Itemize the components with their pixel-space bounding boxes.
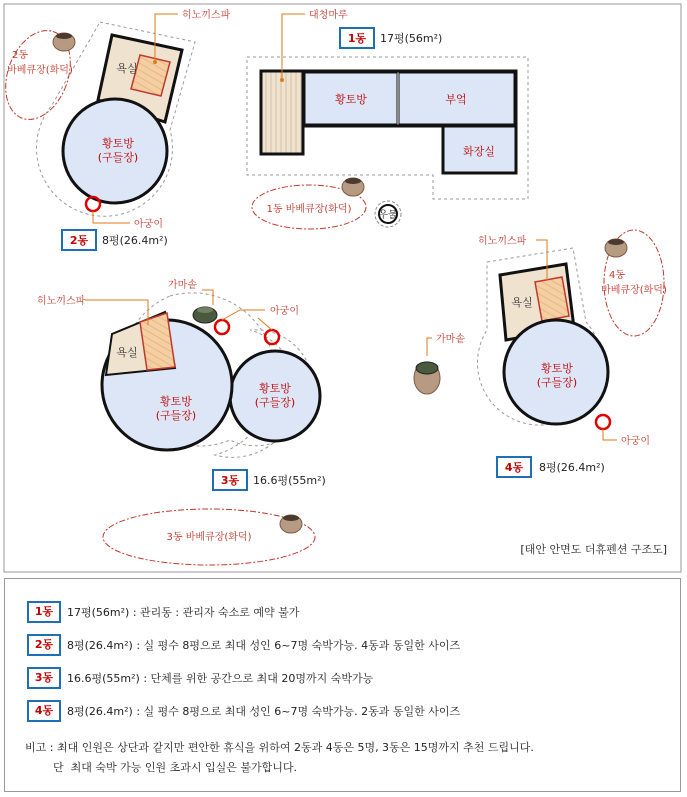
legend-text-1: 17평(56m²) : 관리동 : 관리자 숙소로 예약 불가 [67,606,300,619]
b3-gamasot-callout: 가마솥 [168,280,197,291]
legend-row-2 [27,634,460,656]
b3-hwangto2-label: 황토방 [259,382,291,395]
legend-text-4: 8평(26.4m²) : 실 평수 8평으로 최대 성인 6~7명 숙박가능. 2동과 동일한 사이즈 [67,705,461,718]
b1-bath-label: 화장실 [463,145,495,158]
building-2 [0,8,231,250]
legend-panel [4,578,681,792]
map-title: [태안 안면도 더휴펜션 구조도] [520,543,667,556]
b3-agungi-marker-1 [215,320,229,334]
b3-hwangto1-label: 황토방 [160,395,192,408]
well-label: 우물 [378,210,398,221]
b4-hinoki-callout: 히노끼스파 [478,236,527,247]
legend-row-1 [27,601,299,623]
b4-bbq-grill-icon [605,239,627,257]
b4-agungi-callout: 아궁이 [621,436,650,447]
b4-bbq-line2: 바베큐장(화덕) [601,285,667,296]
b2-bbq-line2: 바베큐장(화덕) [7,65,73,76]
center-gamasot [414,332,465,394]
b1-bbq-grill-icon [342,178,364,196]
b1-daecheong-callout: 대청마루 [309,10,348,21]
b4-bath-label: 욕실 [511,296,533,309]
b2-size: 8평(26.4m²) [102,234,168,247]
b1-hwangto-label: 황토방 [335,93,367,106]
b2-badge-label: 2동 [69,234,89,247]
b2-agungi-callout: 아궁이 [134,219,163,230]
b2-hwangto-label: 황토방 [102,137,134,150]
b4-size: 8평(26.4m²) [539,461,605,474]
b3-size: 16.6평(55m²) [253,474,326,487]
b2-bath-label: 욕실 [116,62,138,75]
b2-bbq-grill-icon [53,33,75,51]
b3-bath-label: 욕실 [116,346,138,359]
b2-bbq-line1: 2동 [11,50,29,61]
legend-badge-3: 3동 [27,667,61,689]
b4-agungi-marker [596,415,610,429]
legend-badge-1: 1동 [27,601,61,623]
legend-text-2: 8평(26.4m²) : 실 평수 8평으로 최대 성인 6~7명 숙박가능. 4동과 동일한 사이즈 [67,639,461,652]
legend-row-4 [27,700,460,722]
daecheong-floor [261,71,303,154]
b2-hinoki-callout: 히노끼스파 [182,10,231,21]
legend-badge-4: 4동 [27,700,61,722]
building-3 [37,278,326,565]
b2-sub-label: (구들장) [97,151,139,164]
b4-badge-label: 4동 [504,461,524,474]
legend-text-3: 16.6평(55m²) : 단체를 위한 공간으로 최대 20명까지 숙박가능 [67,672,374,685]
note-line-2: 단 최대 숙박 가능 인원 초과시 입실은 불가합니다. [25,761,297,774]
b3-bbq-grill-icon [280,515,302,533]
b3-gamasot-icon [193,307,217,323]
b4-sub-label: (구들장) [536,376,578,389]
legend-badge-2: 2동 [27,634,61,656]
b3-sub1-label: (구들장) [155,409,197,422]
note-line-1: 비고 : 최대 인원은 상단과 같지만 편안한 휴식을 위하여 2동과 4동은 5명, 3동은 15명까지 추천 드립니다. [25,741,534,754]
legend-row-3 [27,667,373,689]
b3-sub2-label: (구들장) [254,396,296,409]
b3-agungi-callout: 아궁이 [270,306,299,317]
building-4 [477,230,666,477]
b1-bbq-label: 1동 바베큐장(화덕) [266,204,352,215]
b4-hwangto-label: 황토방 [541,362,573,375]
b4-hinoki-spa [535,277,569,321]
b4-bbq-line1: 4동 [608,270,626,281]
center-gamasot-callout: 가마솥 [436,334,465,345]
b3-badge-label: 3동 [220,474,240,487]
building-1 [247,8,528,229]
b1-badge-label: 1동 [347,32,367,45]
b1-size: 17평(56m²) [380,32,443,45]
b3-bbq-label: 3동 바베큐장(화덕) [166,532,252,543]
b1-kitchen-label: 부엌 [445,93,467,106]
b3-hinoki-callout: 히노끼스파 [37,296,86,307]
